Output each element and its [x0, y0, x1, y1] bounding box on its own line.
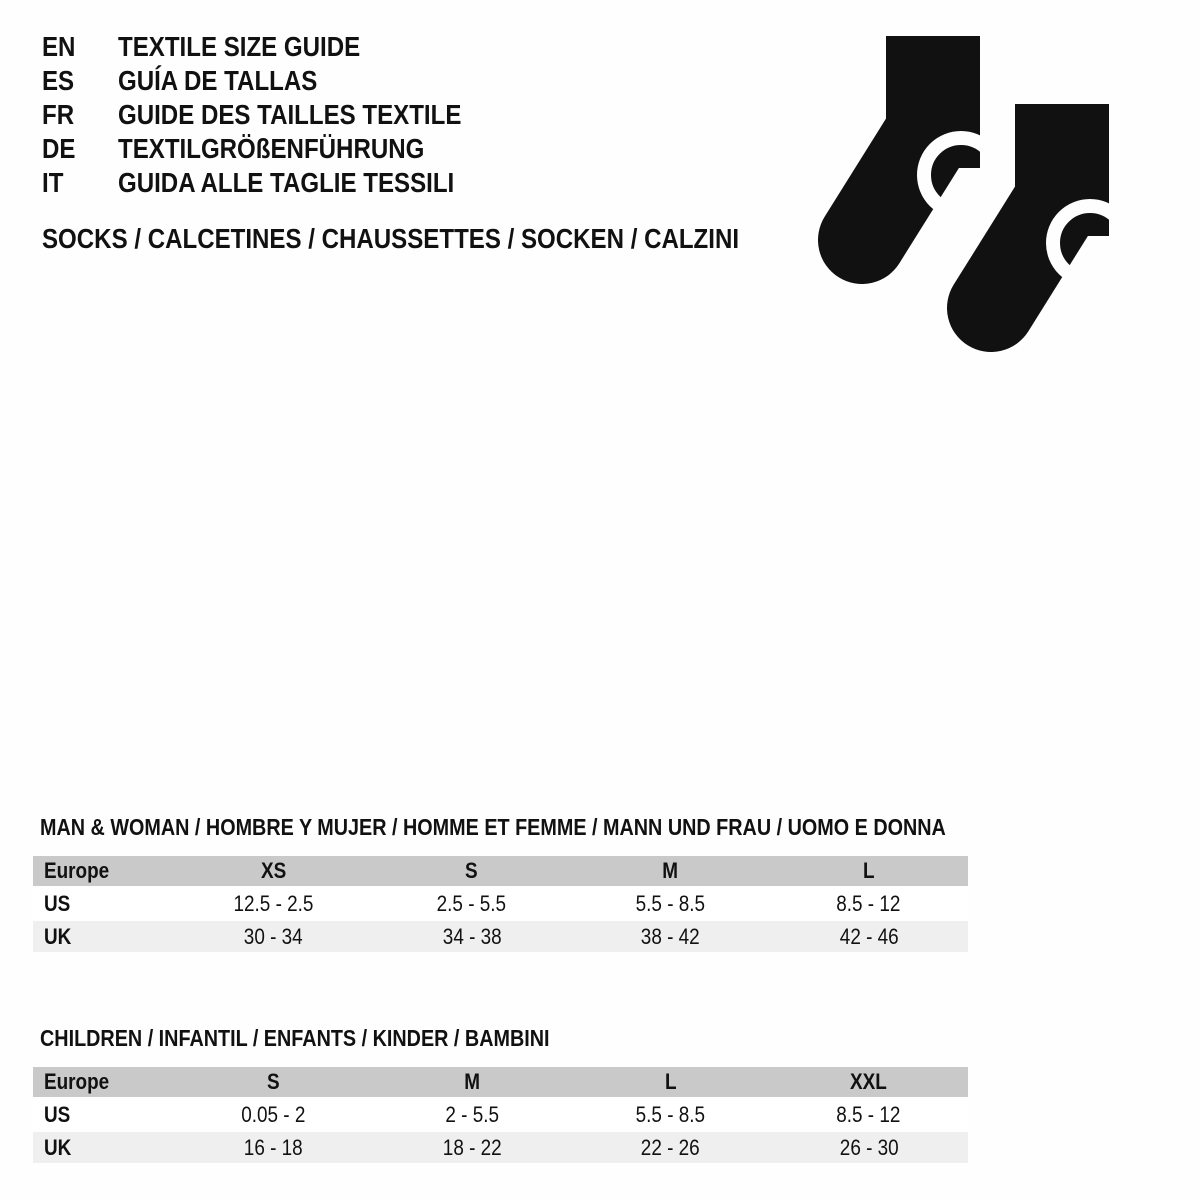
language-code: ES	[42, 65, 75, 96]
column-header-size: XS	[260, 858, 286, 883]
language-label: GUÍA DE TALLAS	[118, 65, 318, 96]
children-section	[33, 1026, 968, 1165]
size-value: 22 - 26	[640, 1134, 700, 1160]
language-code: DE	[42, 133, 76, 164]
size-value: 12.5 - 2.5	[233, 890, 314, 916]
column-header-size: M	[662, 858, 679, 883]
language-row-en	[42, 30, 517, 64]
table-row-uk	[33, 921, 968, 952]
column-header-size: XXL	[850, 1069, 888, 1094]
column-header-size: L	[862, 858, 875, 883]
size-value: 18 - 22	[442, 1134, 502, 1160]
language-label: TEXTILE SIZE GUIDE	[118, 31, 361, 62]
sock-right	[991, 104, 1127, 308]
man-woman-section	[33, 815, 968, 954]
size-value: 5.5 - 8.5	[635, 1101, 705, 1127]
column-header-size: L	[664, 1069, 677, 1094]
language-row-it	[42, 166, 517, 200]
table-row-uk	[33, 1132, 968, 1163]
column-header-size: S	[266, 1069, 280, 1094]
man-woman-table-title: MAN & WOMAN / HOMBRE Y MUJER / HOMME ET FEMME / MANN UND FRAU / UOMO E DONNA	[40, 814, 946, 840]
size-value: 30 - 34	[243, 923, 303, 949]
row-label: US	[44, 890, 71, 916]
size-value: 42 - 46	[839, 923, 899, 949]
size-value: 26 - 30	[839, 1134, 899, 1160]
language-label: GUIDE DES TAILLES TEXTILE	[118, 99, 462, 130]
size-value: 2.5 - 5.5	[437, 890, 507, 916]
column-header-europe: Europe	[44, 858, 110, 883]
language-code: IT	[42, 167, 64, 198]
sock-left	[862, 36, 998, 240]
language-row-fr	[42, 98, 517, 132]
table-header-row	[33, 1067, 968, 1097]
size-value: 8.5 - 12	[836, 1101, 901, 1127]
language-row-es	[42, 64, 517, 98]
size-value: 5.5 - 8.5	[635, 890, 705, 916]
size-value: 16 - 18	[243, 1134, 303, 1160]
row-label: UK	[44, 923, 72, 949]
table-header-row	[33, 856, 968, 886]
children-size-table	[33, 1067, 968, 1163]
language-code: FR	[42, 99, 75, 130]
product-category-title: SOCKS / CALCETINES / CHAUSSETTES / SOCKEN / CALZINI	[42, 223, 740, 254]
row-label: UK	[44, 1134, 72, 1160]
column-header-europe: Europe	[44, 1069, 110, 1094]
size-value: 2 - 5.5	[444, 1101, 499, 1127]
size-value: 0.05 - 2	[241, 1101, 306, 1127]
size-value: 38 - 42	[640, 923, 700, 949]
column-header-size: S	[465, 858, 479, 883]
language-row-de	[42, 132, 517, 166]
table-row-us	[33, 888, 968, 919]
row-label: US	[44, 1101, 71, 1127]
language-label: TEXTILGRÖßENFÜHRUNG	[118, 133, 425, 164]
language-label: GUIDA ALLE TAGLIE TESSILI	[118, 167, 455, 198]
socks-icon	[814, 28, 1136, 362]
size-value: 34 - 38	[442, 923, 502, 949]
children-table-title: CHILDREN / INFANTIL / ENFANTS / KINDER / BAMBINI	[40, 1025, 550, 1051]
size-value: 8.5 - 12	[836, 890, 901, 916]
man-woman-size-table	[33, 856, 968, 952]
language-title-list	[42, 30, 517, 200]
column-header-size: M	[463, 1069, 480, 1094]
language-code: EN	[42, 31, 76, 62]
table-row-us	[33, 1099, 968, 1130]
